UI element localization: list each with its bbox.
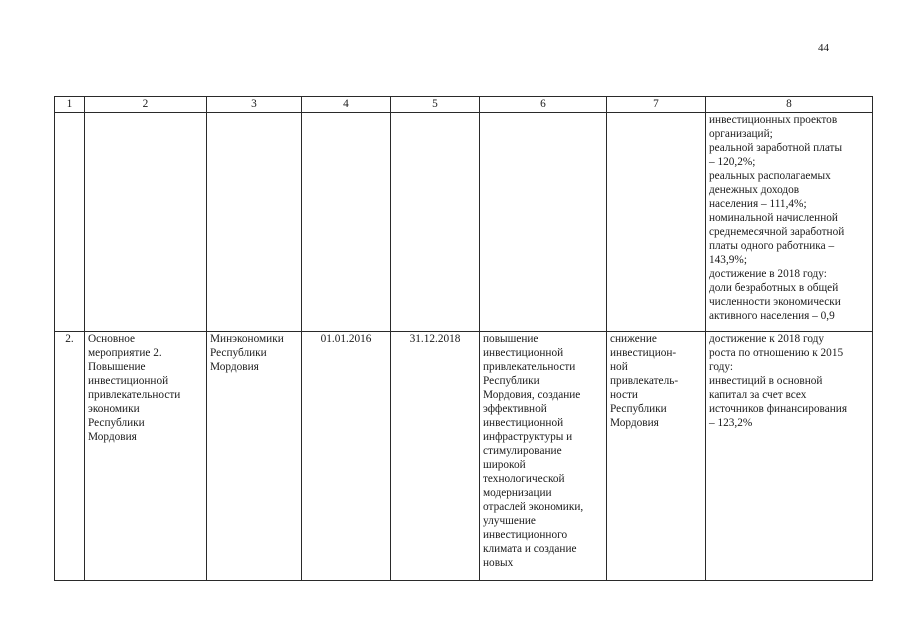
row2-result-line: широкой (483, 459, 526, 471)
row2-result-line: инвестиционного (483, 529, 568, 541)
row2-measure-line: привлекательности (88, 389, 181, 401)
column-header-5: 5 (391, 97, 480, 113)
column-header-2: 2 (85, 97, 207, 113)
row2-result-line: привлекательности (483, 361, 576, 373)
row1-indicator-line: населения – 111,4%; (709, 198, 807, 210)
row2-indicator-line: роста по отношению к 2015 (709, 347, 844, 359)
row2-executor-cell (207, 332, 302, 581)
column-header-1: 1 (55, 97, 85, 113)
row1-cell-1 (55, 113, 85, 332)
row2-executor-line: Мордовия (210, 361, 259, 373)
row2-end-date-cell: 31.12.2018 (391, 332, 480, 581)
row2-number-cell: 2. (55, 332, 85, 581)
row2-consequence-line: Республики (610, 403, 667, 415)
row2-result-line: новых (483, 557, 514, 569)
row1-indicator-line: активного населения – 0,9 (709, 310, 835, 322)
row2-measure-line: инвестиционной (88, 375, 169, 387)
row2-result-line: эффективной (483, 403, 547, 415)
row1-indicator-line: инвестиционных проектов (709, 114, 838, 126)
row1-cell-5 (391, 113, 480, 332)
row2-executor-line: Минэкономики (210, 333, 284, 345)
row1-indicator-line: доли безработных в общей (709, 282, 839, 294)
column-number-row (55, 97, 873, 113)
row1-indicator-line: среднемесячной заработной (709, 226, 845, 238)
row2-consequence-cell (607, 332, 706, 581)
page-number: 44 (818, 42, 829, 54)
row2-result-line: инфраструктуры и (483, 431, 573, 443)
row2-result-line: климата и создание (483, 543, 577, 555)
row2-measure-line: мероприятие 2. (88, 347, 162, 359)
row2-indicators-cell (706, 332, 873, 581)
row2-indicator-line: году: (709, 361, 734, 373)
row2-result-line: стимулирование (483, 445, 562, 457)
column-header-6: 6 (480, 97, 607, 113)
row2-indicator-line: достижение к 2018 году (709, 333, 825, 345)
row1-indicator-line: денежных доходов (709, 184, 800, 196)
row1-indicator-line: платы одного работника – (709, 240, 835, 252)
row2-indicator-line: источников финансирования (709, 403, 848, 415)
table-row-measure-2 (55, 332, 873, 581)
row2-measure-name-cell (85, 332, 207, 581)
row2-executor-line: Республики (210, 347, 267, 359)
measures-table (54, 96, 873, 581)
column-header-8: 8 (706, 97, 873, 113)
table-row-continuation (55, 113, 873, 332)
row2-measure-line: экономики (88, 403, 140, 415)
row2-result-line: повышение (483, 333, 539, 345)
row2-result-line: улучшение (483, 515, 536, 527)
row2-consequence-line: снижение (610, 333, 657, 345)
row1-cell-3 (207, 113, 302, 332)
column-header-3: 3 (207, 97, 302, 113)
row2-indicator-line: – 123,2% (709, 417, 753, 429)
row2-result-line: модернизации (483, 487, 552, 499)
row2-consequence-line: привлекатель- (610, 375, 679, 387)
row1-indicator-line: численности экономически (709, 296, 841, 308)
row1-indicators-cell (706, 113, 873, 332)
row1-indicator-line: реальных располагаемых (709, 170, 831, 182)
row1-indicator-line: организаций; (709, 128, 773, 140)
row2-result-line: отраслей экономики, (483, 501, 584, 513)
row1-indicator-line: реальной заработной платы (709, 142, 843, 154)
row2-expected-result-cell (480, 332, 607, 581)
row2-consequence-line: ности (610, 389, 638, 401)
row1-cell-2 (85, 113, 207, 332)
row2-result-line: инвестиционной (483, 417, 564, 429)
row2-consequence-line: ной (610, 361, 628, 373)
row2-measure-line: Республики (88, 417, 145, 429)
row1-cell-6 (480, 113, 607, 332)
row2-measure-line: Основное (88, 333, 136, 345)
row1-cell-4 (302, 113, 391, 332)
row2-result-line: инвестиционной (483, 347, 564, 359)
row1-indicator-line: – 120,2%; (709, 156, 756, 168)
row1-cell-7 (607, 113, 706, 332)
row1-indicator-line: 143,9%; (709, 254, 747, 266)
row2-result-line: Республики (483, 375, 540, 387)
row2-consequence-line: Мордовия (610, 417, 659, 429)
row2-result-line: технологической (483, 473, 565, 485)
row2-indicator-line: капитал за счет всех (709, 389, 807, 401)
column-header-7: 7 (607, 97, 706, 113)
row1-indicator-line: достижение в 2018 году: (709, 268, 827, 280)
row2-indicator-line: инвестиций в основной (709, 375, 823, 387)
row2-start-date-cell: 01.01.2016 (302, 332, 391, 581)
row2-consequence-line: инвестицион- (610, 347, 677, 359)
column-header-4: 4 (302, 97, 391, 113)
row2-measure-line: Мордовия (88, 431, 137, 443)
row2-result-line: Мордовия, создание (483, 389, 581, 401)
row1-indicator-line: номинальной начисленной (709, 212, 838, 224)
row2-measure-line: Повышение (88, 361, 146, 373)
